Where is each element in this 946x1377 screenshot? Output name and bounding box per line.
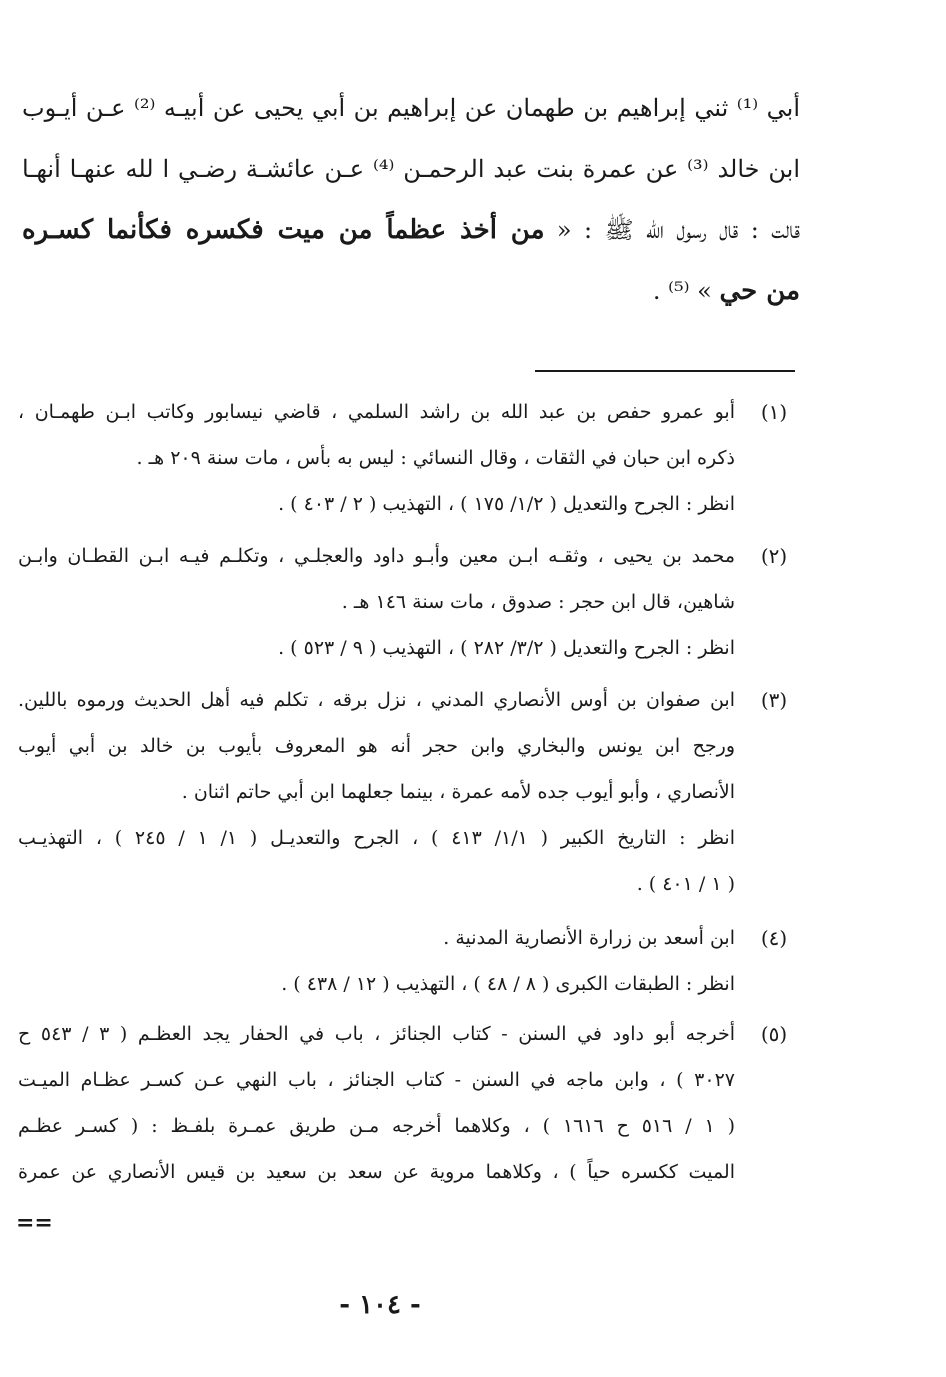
footnote-divider xyxy=(535,370,795,372)
main-line-1: أبي ⁽¹⁾ ثني إبراهيم بن طهمان عن إبراهيم بن أبي يحيى عن أبيـه ⁽²⁾ عـن أيـوب xyxy=(22,94,800,122)
footnote-line: ابن أسعد بن زرارة الأنصارية المدنية . xyxy=(443,927,735,949)
footnote-1 xyxy=(18,394,793,532)
footnote-line: ٣٠٢٧ ) ، وابن ماجه في السنن - كتاب الجنائز ، باب النهي عـن كسـر عظـام الميـت xyxy=(18,1069,735,1091)
footnote-number: (٥) xyxy=(760,1022,788,1046)
main-line-2: ابن خالد ⁽³⁾ عن عمرة بنت عبد الرحمـن ⁽⁴⁾ عـن عائشـة رضـي ا لله عنهـا أنهـا xyxy=(22,155,800,183)
footnote-5 xyxy=(18,1016,793,1200)
main-line-4-end: » ⁽⁵⁾ . xyxy=(652,277,720,305)
footnote-line: ابن صفوان بن أوس الأنصاري المدني ، نزل برقه ، تكلم فيه أهل الحديث ورموه باللين. xyxy=(18,689,735,711)
continuation-mark: == xyxy=(16,1210,53,1236)
footnote-3 xyxy=(18,682,793,912)
footnote-line: ذكره ابن حبان في الثقات ، وقال النسائي : ليس به بأس ، مات سنة ٢٠٩ هـ . xyxy=(136,447,735,469)
footnote-line: انظر : الجرح والتعديل ( ٣/٢/ ٢٨٢ ) ، التهذيب ( ٩ / ٥٢٣ ) . xyxy=(278,637,735,659)
footnote-number: (٤) xyxy=(760,926,788,950)
footnote-line: ( ١ / ٥١٦ ح ١٦١٦ ) ، وكلاهما أخرجه مـن طريق عمـرة بلفـظ : ( كسـر عظـم xyxy=(18,1115,735,1137)
footnote-line: الأنصاري ، وأبو أيوب جده لأمه عمرة ، بينما جعلهما ابن أبي حاتم اثنان . xyxy=(181,781,735,803)
footnote-line: شاهين، قال ابن حجر : صدوق ، مات سنة ١٤٦ هـ . xyxy=(341,591,735,613)
footnote-line: أبو عمرو حفص بن عبد الله بن راشد السلمي ، قاضي نيسابور وكاتب ابـن طهمـان ، xyxy=(18,401,735,423)
page-number: - ١٠٤ - xyxy=(339,1290,421,1320)
main-line-3-intro: قالت : قال رسول الله ﷺ : « xyxy=(544,216,800,244)
hadith-matn-part-2: من حي xyxy=(719,276,800,306)
footnote-line: الميت ككسره حياً ) ، وكلاهما مروية عن سعد بن سعيد بن قيس الأنصاري عن عمرة xyxy=(18,1161,735,1183)
main-line-3 xyxy=(22,206,800,267)
main-line-4 xyxy=(22,267,800,328)
hadith-matn-part-1: من أخذ عظماً من ميت فكسره فكأنما كسـره xyxy=(22,215,545,245)
footnote-line: انظر : الجرح والتعديل ( ١/٢/ ١٧٥ ) ، التهذيب ( ٢ / ٤٠٣ ) . xyxy=(278,493,735,515)
footnote-number: (٣) xyxy=(760,688,788,712)
footnote-line: ورجح ابن يونس والبخاري وابن حجر أنه هو المعروف بأيوب بن خالد بن أبي أيوب xyxy=(18,735,735,757)
footnote-number: (١) xyxy=(760,400,788,424)
footnote-line: انظر : التاريخ الكبير ( ١/١/ ٤١٣ ) ، الجرح والتعديـل ( ١/ ١ / ٢٤٥ ) ، التهذيـب xyxy=(18,827,735,849)
footnote-line: محمد بن يحيى ، وثقـه ابـن معين وأبـو داود والعجلـي ، وتكلـم فيـه ابـن القطـان وابـن xyxy=(18,545,735,567)
footnote-4 xyxy=(18,920,793,1012)
footnote-number: (٢) xyxy=(760,544,788,568)
footnote-line: ( ١ / ٤٠١ ) . xyxy=(636,873,735,895)
footnote-line: انظر : الطبقات الكبرى ( ٨ / ٤٨ ) ، التهذيب ( ١٢ / ٤٣٨ ) . xyxy=(281,973,735,995)
footnote-2 xyxy=(18,538,793,676)
footnote-line: أخرجه أبو داود في السنن - كتاب الجنائز ، باب في الحفار يجد العظـم ( ٣ / ٥٤٣ ح xyxy=(18,1023,735,1045)
main-hadith-text xyxy=(22,84,800,328)
